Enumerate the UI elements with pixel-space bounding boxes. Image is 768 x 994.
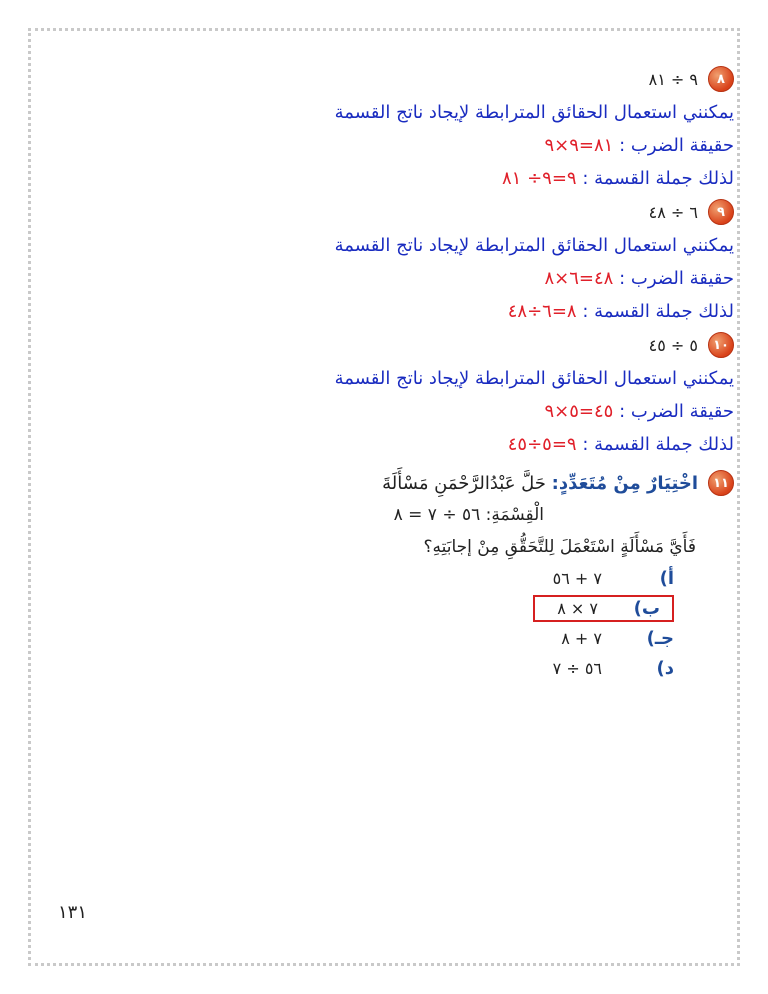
problem-header: [34, 328, 734, 362]
problem-9: [34, 195, 734, 328]
fact-value: ٤٨=٦×٨: [544, 268, 614, 289]
division-sentence: [34, 162, 734, 195]
option-d[interactable]: [34, 653, 734, 683]
division-sentence: [34, 428, 734, 461]
fact-label: حقيقة الضرب :: [619, 401, 734, 422]
multiplication-fact: [34, 395, 734, 428]
solution-content: [34, 62, 734, 683]
fact-value: ٤٥=٥×٩: [544, 401, 614, 422]
problem-expression: ٦ ÷ ٤٨: [648, 202, 698, 222]
result-label: لذلك جملة القسمة :: [582, 168, 734, 189]
selected-answer-box: [533, 595, 674, 622]
option-letter: ب): [633, 597, 660, 619]
fact-value: ٨١=٩×٩: [544, 135, 614, 156]
problem-10: [34, 328, 734, 461]
result-label: لذلك جملة القسمة :: [582, 301, 734, 322]
result-value: ٩=٥÷٤٥: [507, 434, 577, 455]
problem-8: [34, 62, 734, 195]
option-c[interactable]: [34, 623, 734, 653]
multiplication-fact: [34, 262, 734, 295]
mc-question: [382, 473, 698, 494]
result-value: ٩=٩÷ ٨١: [502, 168, 577, 189]
mc-header: [34, 467, 734, 499]
problem-expression: ٩ ÷ ٨١: [648, 69, 698, 89]
problem-11-multiple-choice: [34, 467, 734, 683]
mc-question-line3: فَأَيَّ مَسْأَلَةٍ اسْتَعْمَلَ لِلتَّحَقُّقِ مِنْ إجابَتِهِ؟: [423, 537, 696, 557]
option-letter: د): [656, 657, 674, 679]
option-value: ٥٦ ÷ ٧: [552, 658, 602, 678]
intro-text: يمكنني استعمال الحقائق المترابطة لإيجاد ناتج القسمة: [334, 235, 734, 256]
result-value: ٨=٦÷٤٨: [507, 301, 577, 322]
problem-header: [34, 62, 734, 96]
problem-number-badge: ١١: [708, 470, 734, 496]
problem-number-badge: ٨: [708, 66, 734, 92]
problem-expression: ٥ ÷ ٤٥: [648, 335, 698, 355]
intro-text: يمكنني استعمال الحقائق المترابطة لإيجاد ناتج القسمة: [334, 102, 734, 123]
division-sentence: [34, 295, 734, 328]
fact-label: حقيقة الضرب :: [619, 268, 734, 289]
problem-number-badge: ٩: [708, 199, 734, 225]
intro-text: يمكنني استعمال الحقائق المترابطة لإيجاد ناتج القسمة: [334, 368, 734, 389]
option-value: ٧ + ٥٦: [552, 568, 602, 588]
mc-lead: اخْتِيَارٌ مِنْ مُتَعَدِّدٍ:: [551, 472, 698, 494]
option-b[interactable]: [34, 593, 734, 623]
mc-question-line1: حَلَّ عَبْدُالرَّحْمَنِ مَسْأَلَةَ: [382, 472, 546, 494]
mc-question-line2: الْقِسْمَةِ: ٥٦ ÷ ٧ = ٨: [393, 505, 544, 525]
page-number: ١٣١: [58, 902, 88, 923]
fact-label: حقيقة الضرب :: [619, 135, 734, 156]
problem-number-badge: ١٠: [708, 332, 734, 358]
option-letter: جـ): [646, 627, 674, 649]
option-value: ٧ + ٨: [561, 628, 602, 648]
problem-header: [34, 195, 734, 229]
option-letter: أ): [659, 567, 674, 589]
multiplication-fact: [34, 129, 734, 162]
option-a[interactable]: [34, 563, 734, 593]
option-value: ٧ × ٨: [557, 598, 598, 618]
result-label: لذلك جملة القسمة :: [582, 434, 734, 455]
